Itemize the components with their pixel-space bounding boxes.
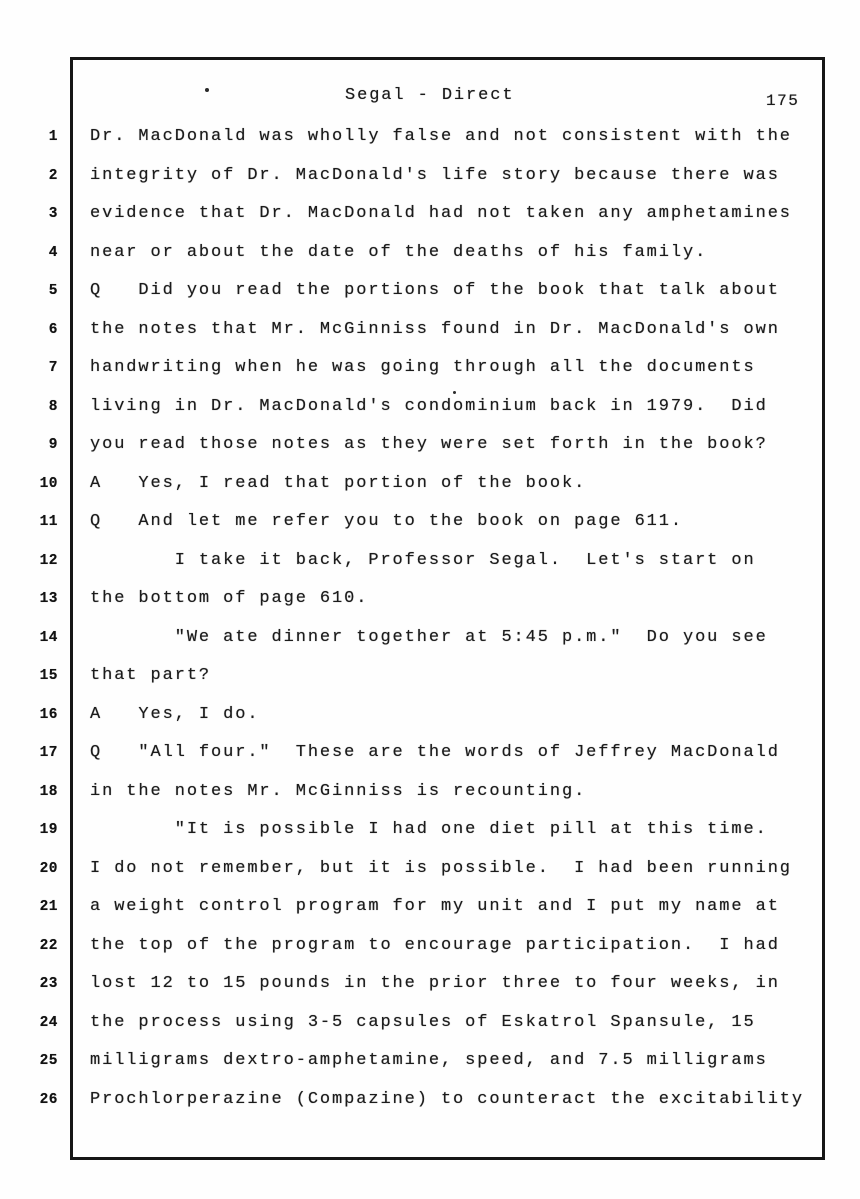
- page-header-title: Segal - Direct: [345, 86, 515, 105]
- transcript-line: [0, 203, 860, 242]
- line-number: 11: [39, 514, 58, 530]
- transcript-line: [0, 819, 860, 858]
- transcript-line: [0, 165, 860, 204]
- line-text: the process using 3-5 capsules of Eskatrol Spansule, 15: [90, 1012, 756, 1032]
- line-text: the top of the program to encourage participation. I had: [90, 935, 780, 955]
- line-text: near or about the date of the deaths of his family.: [90, 242, 708, 262]
- line-text: I take it back, Professor Segal. Let's start on: [90, 550, 756, 570]
- line-number: 15: [39, 668, 58, 684]
- line-number: 6: [48, 321, 58, 338]
- line-text: a weight control program for my unit and I put my name at: [90, 897, 780, 916]
- line-text: handwriting when he was going through all the documents: [90, 358, 756, 377]
- line-number: 23: [39, 976, 58, 992]
- line-text: Q Did you read the portions of the book that talk about: [90, 281, 780, 300]
- line-number: 26: [39, 1091, 58, 1108]
- line-text: A Yes, I read that portion of the book.: [90, 473, 587, 493]
- line-number: 10: [39, 475, 58, 492]
- line-text: in the notes Mr. McGinniss is recounting.: [90, 781, 587, 801]
- line-number: 24: [39, 1014, 58, 1031]
- line-number: 7: [48, 360, 58, 376]
- line-text: you read those notes as they were set forth in the book?: [90, 435, 768, 454]
- transcript-line: [0, 511, 860, 550]
- line-text: evidence that Dr. MacDonald had not taken any amphetamines: [90, 204, 792, 223]
- transcript-line: [0, 935, 860, 974]
- transcript-line: [0, 588, 860, 627]
- line-text: lost 12 to 15 pounds in the prior three to four weeks, in: [90, 974, 780, 993]
- transcript-line: [0, 742, 860, 781]
- line-number: 2: [48, 167, 58, 184]
- transcript-line: [0, 665, 860, 704]
- transcript-line: [0, 550, 860, 589]
- line-number: 12: [39, 552, 58, 569]
- line-number: 9: [48, 437, 58, 453]
- transcript-line: [0, 1050, 860, 1089]
- line-number: 1: [48, 129, 58, 145]
- transcript-line: [0, 627, 860, 666]
- line-number: 5: [48, 283, 58, 299]
- line-text: living in Dr. MacDonald's condominium back in 1979. Did: [90, 396, 768, 416]
- line-number: 21: [39, 899, 58, 915]
- line-text: integrity of Dr. MacDonald's life story because there was: [90, 165, 780, 185]
- line-number: 4: [48, 244, 58, 261]
- line-text: A Yes, I do.: [90, 704, 260, 724]
- transcript-line: [0, 704, 860, 743]
- line-number: 3: [48, 206, 58, 222]
- transcript-line: [0, 396, 860, 435]
- transcript-line: [0, 973, 860, 1012]
- line-text: Q "All four." These are the words of Jeffrey MacDonald: [90, 743, 780, 762]
- transcript-line: [0, 896, 860, 935]
- line-text: I do not remember, but it is possible. I had been running: [90, 858, 792, 878]
- line-number: 14: [39, 629, 58, 646]
- transcript-line: [0, 781, 860, 820]
- transcript-line: [0, 126, 860, 165]
- line-number: 22: [39, 937, 58, 954]
- transcript-line: [0, 473, 860, 512]
- transcript-line: [0, 242, 860, 281]
- line-text: "It is possible I had one diet pill at this time.: [90, 820, 768, 839]
- line-text: Dr. MacDonald was wholly false and not consistent with the: [90, 127, 792, 146]
- line-text: that part?: [90, 666, 212, 685]
- scan-speck: [205, 88, 209, 92]
- line-text: milligrams dextro-amphetamine, speed, and 7.5 milligrams: [90, 1051, 768, 1070]
- line-text: Q And let me refer you to the book on page 611.: [90, 512, 683, 531]
- transcript-line: [0, 280, 860, 319]
- line-text: the bottom of page 610.: [90, 589, 369, 608]
- line-number: 8: [48, 398, 58, 415]
- transcript-line: [0, 1012, 860, 1051]
- line-number: 17: [39, 745, 58, 761]
- transcript-line: [0, 434, 860, 473]
- transcript-lines: [0, 126, 860, 1127]
- line-text: Prochlorperazine (Compazine) to counteract the excitability: [90, 1089, 804, 1109]
- transcript-line: [0, 1089, 860, 1128]
- page-number: 175: [766, 92, 800, 110]
- line-number: 19: [39, 822, 58, 838]
- transcript-line: [0, 357, 860, 396]
- line-number: 13: [39, 591, 58, 607]
- line-text: the notes that Mr. McGinniss found in Dr. MacDonald's own: [90, 319, 780, 339]
- line-number: 25: [39, 1053, 58, 1069]
- line-number: 18: [39, 783, 58, 800]
- line-text: "We ate dinner together at 5:45 p.m." Do you see: [90, 627, 768, 647]
- line-number: 16: [39, 706, 58, 723]
- transcript-line: [0, 858, 860, 897]
- transcript-line: [0, 319, 860, 358]
- scan-speck: [453, 391, 456, 394]
- line-number: 20: [39, 860, 58, 877]
